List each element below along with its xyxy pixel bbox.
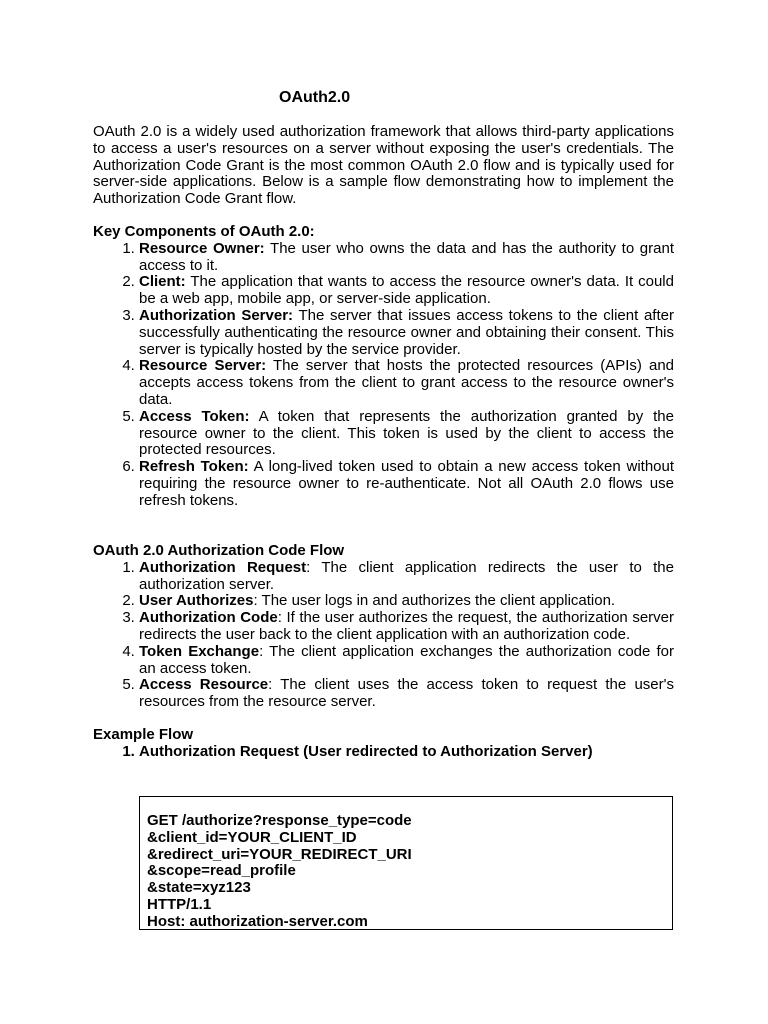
list-item (139, 241, 674, 275)
list-item-term: Token Exchange (139, 642, 260, 660)
list-item-term: Refresh Token: (139, 458, 249, 476)
list-item-text: The server that issues access tokens to the client after successfully authenticating the resource owner and obtaining their consent. This server is typically hosted by the service provider. (139, 306, 674, 358)
list-item: 1. Authorization Request (User redirected to Authorization Server) (139, 744, 674, 761)
list-item-term: Client: (139, 273, 186, 291)
code-line: GET /authorize?response_type=code (147, 812, 412, 829)
code-line: &redirect_uri=YOUR_REDIRECT_URI (147, 845, 412, 863)
list-item (139, 610, 674, 644)
list-item (139, 308, 674, 358)
auth-code-flow-section (93, 543, 674, 711)
code-line: HTTP/1.1 (147, 895, 212, 913)
document-title: OAuth2.0 (279, 89, 351, 106)
list-item-text: The application that wants to access the resource owner's data. It could be a web app, mobile app, or server-side application. (139, 273, 674, 308)
list-item-text: The server that hosts the protected resources (APIs) and accepts access tokens from the client to grant access to the resource owner's data. (139, 357, 675, 408)
list-item-term: User Authorizes (139, 592, 254, 610)
list-item (139, 644, 674, 678)
example-flow-section (93, 727, 674, 761)
key-components-heading: Key Components of OAuth 2.0: (93, 223, 315, 240)
key-components-section (93, 224, 674, 510)
list-item (139, 459, 674, 509)
list-item (139, 677, 674, 711)
list-item (139, 274, 674, 308)
list-item-term: Resource Owner: (139, 239, 265, 257)
intro-paragraph: OAuth 2.0 is a widely used authorization framework that allows third-party applications to access a user's resources on a server without exposing the user's credentials. The Authorization Code Grant is the most common OAuth 2.0 flow and is typically used for server-side applications. Below is a sample flow demonstrating how to implement the Authorization Code Grant flow. (93, 123, 674, 208)
list-item-text: : The client uses the access token to request the user's resources from the resource server. (139, 676, 674, 711)
list-item-text: : The user logs in and authorizes the client application. (253, 592, 616, 610)
list-item (139, 593, 674, 610)
list-item-term: Authorization Request (139, 558, 307, 576)
list-item-text: : The client application redirects the user to the authorization server. (139, 558, 674, 593)
example-flow-steps (93, 744, 674, 761)
code-line: &client_id=YOUR_CLIENT_ID (147, 828, 357, 846)
list-item-term: Authorization Code (139, 609, 278, 627)
list-item-term: Resource Server: (139, 357, 267, 375)
http-request-code-block (139, 796, 673, 930)
example-flow-heading: Example Flow (93, 726, 194, 743)
key-components-list (93, 241, 674, 510)
list-item (139, 358, 674, 408)
list-item (139, 560, 674, 594)
list-item-term: Access Resource (139, 676, 269, 694)
list-item-text: The user who owns the data and has the authority to grant access to it. (139, 239, 674, 274)
code-line: Host: authorization-server.com (147, 912, 368, 930)
list-item-text: A token that represents the authorization granted by the resource owner to the client. This token is used by the client to access the protected resources. (139, 407, 674, 459)
list-item-term: Access Token: (139, 407, 250, 425)
code-line: &scope=read_profile (147, 862, 296, 880)
code-line: &state=xyz123 (147, 879, 251, 897)
list-item-text: : The client application exchanges the authorization code for an access token. (139, 642, 674, 677)
list-item-text: A long-lived token used to obtain a new access token without requiring the resource owner to re-authenticate. Not all OAuth 2.0 flows use refresh tokens. (139, 458, 675, 509)
list-item-term: Authorization Server: (139, 306, 294, 324)
list-item (139, 409, 674, 459)
list-item-text: : If the user authorizes the request, the authorization server redirects the user back to the client application with an authorization code. (139, 609, 674, 643)
auth-code-flow-heading: OAuth 2.0 Authorization Code Flow (93, 542, 345, 559)
auth-code-flow-list (93, 560, 674, 711)
